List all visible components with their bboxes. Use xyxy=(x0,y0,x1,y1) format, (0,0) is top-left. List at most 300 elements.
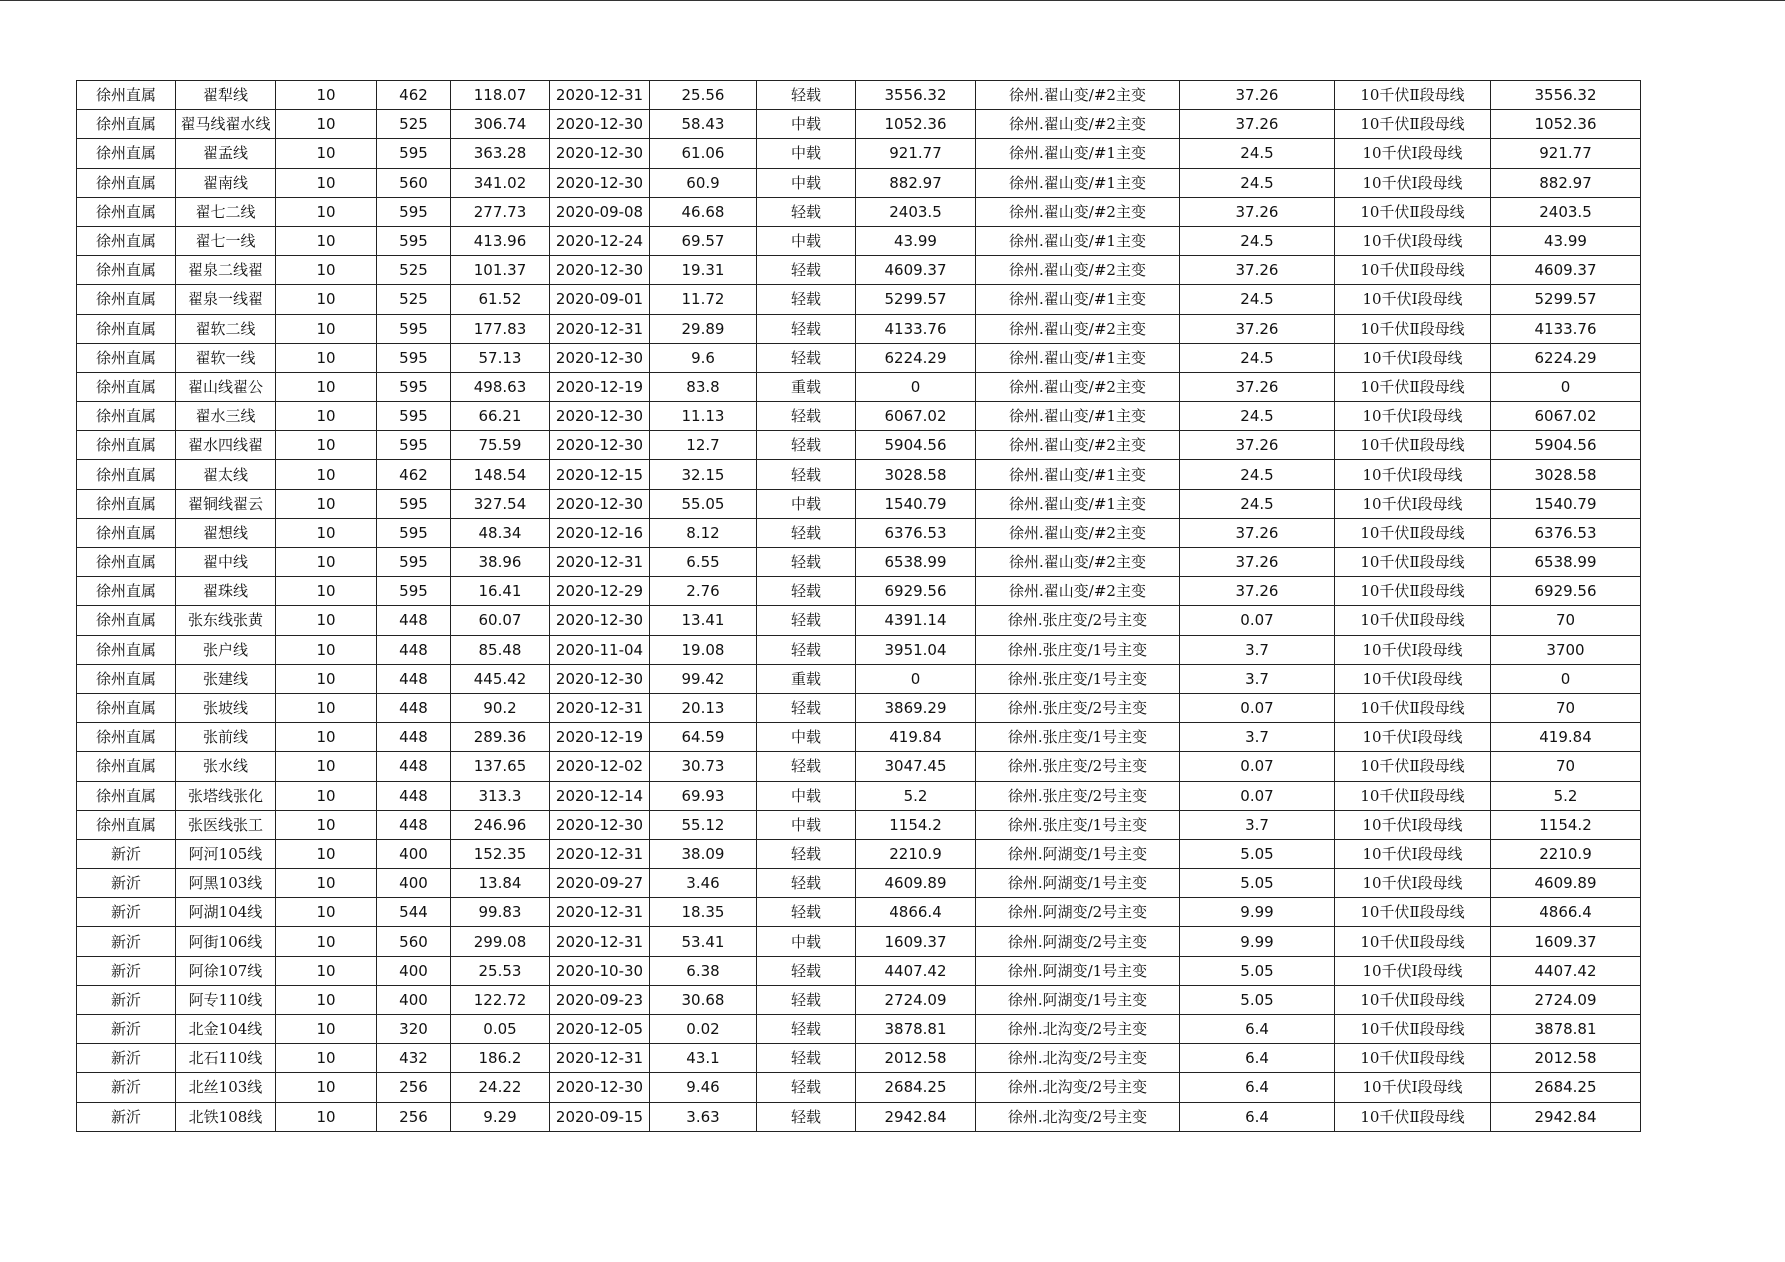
line-name-cell: 翟珠线 xyxy=(176,577,276,606)
voltage-cell: 10 xyxy=(276,431,377,460)
available-capacity-cell: 921.77 xyxy=(856,139,976,168)
transformer-available-cell: 5.05 xyxy=(1180,956,1335,985)
busbar-cell: 10千伏Ⅰ段母线 xyxy=(1335,810,1491,839)
open-capacity-cell: 6376.53 xyxy=(1491,518,1641,547)
line-name-cell: 张前线 xyxy=(176,723,276,752)
available-capacity-cell: 1154.2 xyxy=(856,810,976,839)
voltage-cell: 10 xyxy=(276,723,377,752)
max-load-cell: 24.22 xyxy=(451,1073,550,1102)
open-capacity-cell: 4609.37 xyxy=(1491,256,1641,285)
open-capacity-cell: 5904.56 xyxy=(1491,431,1641,460)
busbar-cell: 10千伏Ⅱ段母线 xyxy=(1335,431,1491,460)
voltage-cell: 10 xyxy=(276,110,377,139)
transformer-available-cell: 24.5 xyxy=(1180,402,1335,431)
available-capacity-cell: 2724.09 xyxy=(856,985,976,1014)
voltage-cell: 10 xyxy=(276,81,377,110)
transformer-cell: 徐州.张庄变/1号主变 xyxy=(976,664,1180,693)
table-row xyxy=(77,1044,1641,1073)
line-name-cell: 翟水三线 xyxy=(176,402,276,431)
open-capacity-cell: 882.97 xyxy=(1491,168,1641,197)
voltage-cell: 10 xyxy=(276,1044,377,1073)
line-name-cell: 北丝103线 xyxy=(176,1073,276,1102)
max-load-cell: 341.02 xyxy=(451,168,550,197)
busbar-cell: 10千伏Ⅰ段母线 xyxy=(1335,139,1491,168)
available-capacity-cell: 4391.14 xyxy=(856,606,976,635)
line-name-cell: 张水线 xyxy=(176,752,276,781)
busbar-cell: 10千伏Ⅰ段母线 xyxy=(1335,635,1491,664)
line-name-cell: 阿河105线 xyxy=(176,839,276,868)
unit-cell: 徐州直属 xyxy=(77,810,176,839)
busbar-cell: 10千伏Ⅱ段母线 xyxy=(1335,548,1491,577)
max-load-cell: 9.29 xyxy=(451,1102,550,1131)
busbar-cell: 10千伏Ⅱ段母线 xyxy=(1335,81,1491,110)
load-rate-cell: 20.13 xyxy=(650,693,757,722)
open-capacity-cell: 70 xyxy=(1491,693,1641,722)
capacity-cell: 595 xyxy=(377,372,451,401)
busbar-cell: 10千伏Ⅱ段母线 xyxy=(1335,372,1491,401)
max-load-date-cell: 2020-12-19 xyxy=(550,372,650,401)
table-row xyxy=(77,285,1641,314)
line-name-cell: 翟孟线 xyxy=(176,139,276,168)
capacity-cell: 595 xyxy=(377,518,451,547)
voltage-cell: 10 xyxy=(276,927,377,956)
load-level-cell: 轻载 xyxy=(757,1015,856,1044)
unit-cell: 徐州直属 xyxy=(77,197,176,226)
table-row xyxy=(77,664,1641,693)
open-capacity-cell: 4866.4 xyxy=(1491,898,1641,927)
max-load-cell: 327.54 xyxy=(451,489,550,518)
table-row xyxy=(77,1073,1641,1102)
table-row xyxy=(77,343,1641,372)
transformer-available-cell: 6.4 xyxy=(1180,1102,1335,1131)
load-level-cell: 中载 xyxy=(757,723,856,752)
transformer-available-cell: 6.4 xyxy=(1180,1044,1335,1073)
load-level-cell: 中载 xyxy=(757,168,856,197)
load-level-cell: 中载 xyxy=(757,226,856,255)
load-level-cell: 轻载 xyxy=(757,81,856,110)
max-load-date-cell: 2020-12-19 xyxy=(550,723,650,752)
capacity-cell: 400 xyxy=(377,839,451,868)
open-capacity-cell: 4609.89 xyxy=(1491,869,1641,898)
max-load-cell: 60.07 xyxy=(451,606,550,635)
transformer-cell: 徐州.翟山变/#1主变 xyxy=(976,139,1180,168)
voltage-cell: 10 xyxy=(276,869,377,898)
voltage-cell: 10 xyxy=(276,664,377,693)
load-rate-cell: 58.43 xyxy=(650,110,757,139)
load-level-cell: 轻载 xyxy=(757,752,856,781)
max-load-date-cell: 2020-11-04 xyxy=(550,635,650,664)
available-capacity-cell: 3556.32 xyxy=(856,81,976,110)
max-load-cell: 101.37 xyxy=(451,256,550,285)
load-level-cell: 轻载 xyxy=(757,985,856,1014)
line-name-cell: 北石110线 xyxy=(176,1044,276,1073)
available-capacity-cell: 4407.42 xyxy=(856,956,976,985)
unit-cell: 徐州直属 xyxy=(77,460,176,489)
voltage-cell: 10 xyxy=(276,256,377,285)
max-load-cell: 498.63 xyxy=(451,372,550,401)
load-rate-cell: 83.8 xyxy=(650,372,757,401)
max-load-date-cell: 2020-12-30 xyxy=(550,489,650,518)
max-load-cell: 118.07 xyxy=(451,81,550,110)
unit-cell: 徐州直属 xyxy=(77,693,176,722)
transformer-available-cell: 37.26 xyxy=(1180,518,1335,547)
load-level-cell: 轻载 xyxy=(757,402,856,431)
load-rate-cell: 53.41 xyxy=(650,927,757,956)
available-capacity-cell: 2942.84 xyxy=(856,1102,976,1131)
transformer-cell: 徐州.阿湖变/1号主变 xyxy=(976,985,1180,1014)
load-rate-cell: 0.02 xyxy=(650,1015,757,1044)
transformer-cell: 徐州.翟山变/#1主变 xyxy=(976,460,1180,489)
load-level-cell: 中载 xyxy=(757,927,856,956)
busbar-cell: 10千伏Ⅰ段母线 xyxy=(1335,664,1491,693)
open-capacity-cell: 3700 xyxy=(1491,635,1641,664)
open-capacity-cell: 1609.37 xyxy=(1491,927,1641,956)
line-name-cell: 翟太线 xyxy=(176,460,276,489)
max-load-cell: 38.96 xyxy=(451,548,550,577)
capacity-cell: 595 xyxy=(377,197,451,226)
unit-cell: 徐州直属 xyxy=(77,635,176,664)
voltage-cell: 10 xyxy=(276,226,377,255)
table-row xyxy=(77,927,1641,956)
line-name-cell: 张坡线 xyxy=(176,693,276,722)
busbar-cell: 10千伏Ⅰ段母线 xyxy=(1335,956,1491,985)
table-row xyxy=(77,314,1641,343)
line-name-cell: 翟山线翟公 xyxy=(176,372,276,401)
table-row xyxy=(77,81,1641,110)
open-capacity-cell: 5.2 xyxy=(1491,781,1641,810)
table-row xyxy=(77,518,1641,547)
load-rate-cell: 30.73 xyxy=(650,752,757,781)
open-capacity-cell: 3028.58 xyxy=(1491,460,1641,489)
max-load-cell: 122.72 xyxy=(451,985,550,1014)
open-capacity-cell: 70 xyxy=(1491,752,1641,781)
transformer-cell: 徐州.翟山变/#2主变 xyxy=(976,256,1180,285)
transformer-available-cell: 0.07 xyxy=(1180,606,1335,635)
voltage-cell: 10 xyxy=(276,839,377,868)
transformer-available-cell: 5.05 xyxy=(1180,985,1335,1014)
load-level-cell: 轻载 xyxy=(757,343,856,372)
voltage-cell: 10 xyxy=(276,314,377,343)
load-level-cell: 中载 xyxy=(757,810,856,839)
open-capacity-cell: 4133.76 xyxy=(1491,314,1641,343)
unit-cell: 徐州直属 xyxy=(77,781,176,810)
voltage-cell: 10 xyxy=(276,168,377,197)
max-load-cell: 90.2 xyxy=(451,693,550,722)
load-rate-cell: 69.93 xyxy=(650,781,757,810)
transformer-available-cell: 37.26 xyxy=(1180,256,1335,285)
available-capacity-cell: 5904.56 xyxy=(856,431,976,460)
available-capacity-cell: 6538.99 xyxy=(856,548,976,577)
load-rate-cell: 64.59 xyxy=(650,723,757,752)
open-capacity-cell: 70 xyxy=(1491,606,1641,635)
unit-cell: 徐州直属 xyxy=(77,139,176,168)
max-load-cell: 13.84 xyxy=(451,869,550,898)
line-name-cell: 阿黑103线 xyxy=(176,869,276,898)
max-load-cell: 306.74 xyxy=(451,110,550,139)
capacity-cell: 525 xyxy=(377,285,451,314)
max-load-date-cell: 2020-12-30 xyxy=(550,168,650,197)
table-row xyxy=(77,402,1641,431)
transformer-cell: 徐州.张庄变/1号主变 xyxy=(976,810,1180,839)
busbar-cell: 10千伏Ⅱ段母线 xyxy=(1335,110,1491,139)
available-capacity-cell: 2684.25 xyxy=(856,1073,976,1102)
unit-cell: 徐州直属 xyxy=(77,372,176,401)
line-load-table xyxy=(76,80,1641,1132)
max-load-date-cell: 2020-12-14 xyxy=(550,781,650,810)
available-capacity-cell: 4609.37 xyxy=(856,256,976,285)
load-rate-cell: 9.6 xyxy=(650,343,757,372)
line-name-cell: 翟软二线 xyxy=(176,314,276,343)
capacity-cell: 525 xyxy=(377,110,451,139)
transformer-cell: 徐州.翟山变/#2主变 xyxy=(976,314,1180,343)
capacity-cell: 595 xyxy=(377,226,451,255)
unit-cell: 徐州直属 xyxy=(77,110,176,139)
max-load-date-cell: 2020-12-05 xyxy=(550,1015,650,1044)
capacity-cell: 400 xyxy=(377,985,451,1014)
load-rate-cell: 3.46 xyxy=(650,869,757,898)
busbar-cell: 10千伏Ⅱ段母线 xyxy=(1335,1015,1491,1044)
table-row xyxy=(77,1102,1641,1131)
max-load-cell: 66.21 xyxy=(451,402,550,431)
max-load-date-cell: 2020-12-31 xyxy=(550,693,650,722)
max-load-cell: 413.96 xyxy=(451,226,550,255)
max-load-date-cell: 2020-12-31 xyxy=(550,927,650,956)
load-rate-cell: 60.9 xyxy=(650,168,757,197)
load-rate-cell: 55.12 xyxy=(650,810,757,839)
transformer-cell: 徐州.翟山变/#2主变 xyxy=(976,110,1180,139)
line-name-cell: 张户线 xyxy=(176,635,276,664)
load-level-cell: 轻载 xyxy=(757,956,856,985)
capacity-cell: 560 xyxy=(377,168,451,197)
transformer-available-cell: 24.5 xyxy=(1180,285,1335,314)
transformer-cell: 徐州.翟山变/#1主变 xyxy=(976,489,1180,518)
open-capacity-cell: 2724.09 xyxy=(1491,985,1641,1014)
busbar-cell: 10千伏Ⅰ段母线 xyxy=(1335,168,1491,197)
max-load-cell: 61.52 xyxy=(451,285,550,314)
capacity-cell: 525 xyxy=(377,256,451,285)
load-level-cell: 轻载 xyxy=(757,548,856,577)
load-level-cell: 中载 xyxy=(757,489,856,518)
transformer-available-cell: 3.7 xyxy=(1180,723,1335,752)
transformer-cell: 徐州.张庄变/2号主变 xyxy=(976,693,1180,722)
table-row xyxy=(77,256,1641,285)
busbar-cell: 10千伏Ⅰ段母线 xyxy=(1335,402,1491,431)
load-rate-cell: 55.05 xyxy=(650,489,757,518)
open-capacity-cell: 419.84 xyxy=(1491,723,1641,752)
unit-cell: 新沂 xyxy=(77,1044,176,1073)
max-load-cell: 445.42 xyxy=(451,664,550,693)
table-row xyxy=(77,489,1641,518)
line-name-cell: 阿街106线 xyxy=(176,927,276,956)
max-load-cell: 0.05 xyxy=(451,1015,550,1044)
unit-cell: 新沂 xyxy=(77,1015,176,1044)
transformer-available-cell: 37.26 xyxy=(1180,314,1335,343)
busbar-cell: 10千伏Ⅱ段母线 xyxy=(1335,693,1491,722)
max-load-cell: 363.28 xyxy=(451,139,550,168)
transformer-cell: 徐州.阿湖变/1号主变 xyxy=(976,869,1180,898)
available-capacity-cell: 419.84 xyxy=(856,723,976,752)
max-load-date-cell: 2020-12-30 xyxy=(550,139,650,168)
capacity-cell: 544 xyxy=(377,898,451,927)
busbar-cell: 10千伏Ⅱ段母线 xyxy=(1335,314,1491,343)
available-capacity-cell: 882.97 xyxy=(856,168,976,197)
load-rate-cell: 11.72 xyxy=(650,285,757,314)
load-level-cell: 重载 xyxy=(757,664,856,693)
load-rate-cell: 30.68 xyxy=(650,985,757,1014)
load-level-cell: 中载 xyxy=(757,139,856,168)
table-row xyxy=(77,810,1641,839)
transformer-cell: 徐州.翟山变/#2主变 xyxy=(976,81,1180,110)
max-load-date-cell: 2020-12-29 xyxy=(550,577,650,606)
busbar-cell: 10千伏Ⅰ段母线 xyxy=(1335,869,1491,898)
line-name-cell: 翟软一线 xyxy=(176,343,276,372)
capacity-cell: 448 xyxy=(377,810,451,839)
max-load-cell: 177.83 xyxy=(451,314,550,343)
busbar-cell: 10千伏Ⅱ段母线 xyxy=(1335,1102,1491,1131)
table-row xyxy=(77,723,1641,752)
open-capacity-cell: 6224.29 xyxy=(1491,343,1641,372)
line-name-cell: 阿徐107线 xyxy=(176,956,276,985)
unit-cell: 徐州直属 xyxy=(77,314,176,343)
transformer-cell: 徐州.阿湖变/2号主变 xyxy=(976,898,1180,927)
max-load-cell: 85.48 xyxy=(451,635,550,664)
transformer-cell: 徐州.翟山变/#2主变 xyxy=(976,548,1180,577)
line-name-cell: 翟七一线 xyxy=(176,226,276,255)
open-capacity-cell: 2210.9 xyxy=(1491,839,1641,868)
unit-cell: 徐州直属 xyxy=(77,431,176,460)
transformer-cell: 徐州.张庄变/2号主变 xyxy=(976,781,1180,810)
available-capacity-cell: 4609.89 xyxy=(856,869,976,898)
transformer-available-cell: 5.05 xyxy=(1180,869,1335,898)
table-row xyxy=(77,168,1641,197)
capacity-cell: 448 xyxy=(377,781,451,810)
transformer-available-cell: 0.07 xyxy=(1180,693,1335,722)
busbar-cell: 10千伏Ⅱ段母线 xyxy=(1335,606,1491,635)
max-load-cell: 137.65 xyxy=(451,752,550,781)
line-name-cell: 翟泉二线翟 xyxy=(176,256,276,285)
busbar-cell: 10千伏Ⅰ段母线 xyxy=(1335,343,1491,372)
open-capacity-cell: 2012.58 xyxy=(1491,1044,1641,1073)
open-capacity-cell: 3878.81 xyxy=(1491,1015,1641,1044)
max-load-date-cell: 2020-12-31 xyxy=(550,548,650,577)
transformer-cell: 徐州.北沟变/2号主变 xyxy=(976,1044,1180,1073)
available-capacity-cell: 4866.4 xyxy=(856,898,976,927)
busbar-cell: 10千伏Ⅱ段母线 xyxy=(1335,985,1491,1014)
max-load-date-cell: 2020-09-23 xyxy=(550,985,650,1014)
capacity-cell: 448 xyxy=(377,606,451,635)
unit-cell: 新沂 xyxy=(77,1102,176,1131)
unit-cell: 徐州直属 xyxy=(77,489,176,518)
line-name-cell: 翟南线 xyxy=(176,168,276,197)
open-capacity-cell: 921.77 xyxy=(1491,139,1641,168)
busbar-cell: 10千伏Ⅰ段母线 xyxy=(1335,226,1491,255)
table-row xyxy=(77,1015,1641,1044)
available-capacity-cell: 5299.57 xyxy=(856,285,976,314)
load-rate-cell: 3.63 xyxy=(650,1102,757,1131)
transformer-available-cell: 5.05 xyxy=(1180,839,1335,868)
max-load-date-cell: 2020-09-15 xyxy=(550,1102,650,1131)
transformer-available-cell: 3.7 xyxy=(1180,635,1335,664)
busbar-cell: 10千伏Ⅰ段母线 xyxy=(1335,839,1491,868)
load-level-cell: 轻载 xyxy=(757,606,856,635)
load-level-cell: 轻载 xyxy=(757,518,856,547)
busbar-cell: 10千伏Ⅱ段母线 xyxy=(1335,781,1491,810)
max-load-date-cell: 2020-12-31 xyxy=(550,1044,650,1073)
open-capacity-cell: 5299.57 xyxy=(1491,285,1641,314)
unit-cell: 徐州直属 xyxy=(77,606,176,635)
available-capacity-cell: 0 xyxy=(856,664,976,693)
load-rate-cell: 46.68 xyxy=(650,197,757,226)
table-row xyxy=(77,898,1641,927)
unit-cell: 徐州直属 xyxy=(77,664,176,693)
available-capacity-cell: 5.2 xyxy=(856,781,976,810)
capacity-cell: 256 xyxy=(377,1102,451,1131)
load-rate-cell: 2.76 xyxy=(650,577,757,606)
max-load-cell: 48.34 xyxy=(451,518,550,547)
line-name-cell: 翟七二线 xyxy=(176,197,276,226)
open-capacity-cell: 1540.79 xyxy=(1491,489,1641,518)
unit-cell: 新沂 xyxy=(77,927,176,956)
voltage-cell: 10 xyxy=(276,956,377,985)
busbar-cell: 10千伏Ⅱ段母线 xyxy=(1335,577,1491,606)
line-name-cell: 阿专110线 xyxy=(176,985,276,1014)
open-capacity-cell: 43.99 xyxy=(1491,226,1641,255)
transformer-cell: 徐州.阿湖变/1号主变 xyxy=(976,956,1180,985)
capacity-cell: 595 xyxy=(377,139,451,168)
available-capacity-cell: 3869.29 xyxy=(856,693,976,722)
table-row xyxy=(77,226,1641,255)
max-load-date-cell: 2020-12-30 xyxy=(550,343,650,372)
load-rate-cell: 19.31 xyxy=(650,256,757,285)
available-capacity-cell: 6067.02 xyxy=(856,402,976,431)
capacity-cell: 462 xyxy=(377,81,451,110)
open-capacity-cell: 6538.99 xyxy=(1491,548,1641,577)
available-capacity-cell: 1540.79 xyxy=(856,489,976,518)
unit-cell: 新沂 xyxy=(77,1073,176,1102)
load-level-cell: 轻载 xyxy=(757,1073,856,1102)
load-level-cell: 轻载 xyxy=(757,314,856,343)
capacity-cell: 595 xyxy=(377,489,451,518)
capacity-cell: 432 xyxy=(377,1044,451,1073)
load-level-cell: 轻载 xyxy=(757,693,856,722)
load-rate-cell: 13.41 xyxy=(650,606,757,635)
line-name-cell: 阿湖104线 xyxy=(176,898,276,927)
table-row xyxy=(77,606,1641,635)
available-capacity-cell: 43.99 xyxy=(856,226,976,255)
transformer-cell: 徐州.翟山变/#2主变 xyxy=(976,518,1180,547)
voltage-cell: 10 xyxy=(276,1015,377,1044)
capacity-cell: 448 xyxy=(377,723,451,752)
open-capacity-cell: 3556.32 xyxy=(1491,81,1641,110)
table-row xyxy=(77,956,1641,985)
line-name-cell: 张塔线张化 xyxy=(176,781,276,810)
transformer-cell: 徐州.北沟变/2号主变 xyxy=(976,1015,1180,1044)
unit-cell: 新沂 xyxy=(77,869,176,898)
max-load-cell: 57.13 xyxy=(451,343,550,372)
unit-cell: 徐州直属 xyxy=(77,81,176,110)
transformer-cell: 徐州.北沟变/2号主变 xyxy=(976,1102,1180,1131)
load-level-cell: 中载 xyxy=(757,781,856,810)
transformer-cell: 徐州.翟山变/#2主变 xyxy=(976,577,1180,606)
max-load-date-cell: 2020-12-30 xyxy=(550,256,650,285)
load-rate-cell: 43.1 xyxy=(650,1044,757,1073)
voltage-cell: 10 xyxy=(276,518,377,547)
max-load-date-cell: 2020-10-30 xyxy=(550,956,650,985)
busbar-cell: 10千伏Ⅱ段母线 xyxy=(1335,898,1491,927)
max-load-date-cell: 2020-12-30 xyxy=(550,606,650,635)
transformer-available-cell: 37.26 xyxy=(1180,431,1335,460)
load-level-cell: 轻载 xyxy=(757,256,856,285)
